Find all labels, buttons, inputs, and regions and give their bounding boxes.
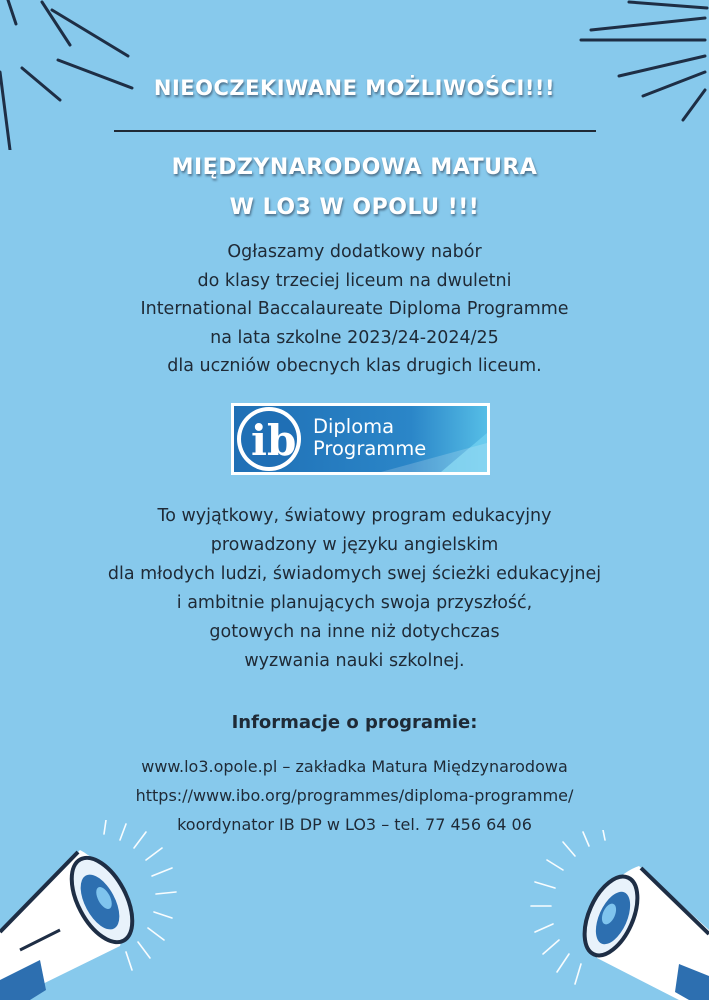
description-line: prowadzony w języku angielskim — [210, 535, 499, 555]
coordinator-contact: koordynator IB DP w LO3 – tel. 77 456 64 06 — [177, 815, 532, 834]
ib-logo-line2: Programme — [313, 437, 427, 460]
info-title: Informacje o programie: — [231, 712, 478, 733]
megaphone-right-icon — [529, 830, 709, 1000]
subheadline-line: W LO3 W OPOLU !!! — [229, 195, 480, 220]
ib-mark: ib — [251, 416, 297, 465]
announcement-line: do klasy trzeciej liceum na dwuletni — [197, 270, 512, 291]
description-line: i ambitnie planujących swoja przyszłość, — [176, 593, 533, 613]
ib-diploma-logo — [231, 403, 490, 475]
sunburst-rays-right-icon — [559, 0, 709, 150]
announcement-line: International Baccalaureate Diploma Programme — [140, 299, 569, 319]
announcement-line: Ogłaszamy dodatkowy nabór — [227, 242, 482, 262]
divider — [114, 130, 596, 132]
announcement-line: na lata szkolne 2023/24-2024/25 — [210, 327, 499, 348]
announcement-line: dla uczniów obecnych klas drugich liceum. — [167, 356, 542, 376]
description-line: dla młodych ludzi, świadomych swej ścieżki edukacyjnej — [107, 564, 602, 584]
description-line: To wyjątkowy, światowy program edukacyjny — [157, 506, 552, 526]
headline: NIEOCZEKIWANE MOŻLIWOŚCI!!! — [153, 76, 556, 100]
description-line: wyzwania nauki szkolnej. — [244, 651, 465, 671]
description — [0, 502, 709, 676]
ibo-link[interactable]: https://www.ibo.org/programmes/diploma-programme/ — [135, 786, 574, 805]
ib-logo-line1: Diploma — [313, 415, 395, 438]
description-line: gotowych na inne niż dotychczas — [209, 622, 500, 642]
sunburst-rays-left-icon — [0, 0, 150, 150]
website-link[interactable]: www.lo3.opole.pl – zakładka Matura Międzynarodowa — [141, 757, 568, 776]
subheadline — [0, 148, 709, 228]
megaphone-left-icon — [0, 820, 180, 1000]
subheadline-line: MIĘDZYNARODOWA MATURA — [171, 155, 538, 180]
announcement — [0, 238, 709, 381]
